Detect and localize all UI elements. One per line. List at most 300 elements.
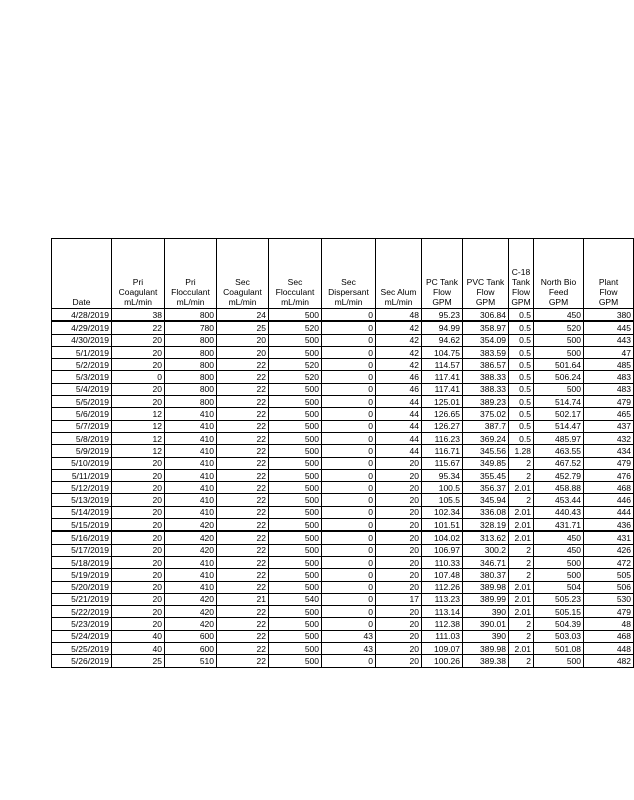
value-cell: 500 (269, 655, 322, 667)
value-cell: 22 (112, 321, 165, 334)
date-cell: 5/17/2019 (52, 544, 112, 556)
value-cell: 2 (509, 556, 534, 568)
table-row (52, 506, 634, 518)
value-cell: 0.5 (509, 383, 534, 395)
value-cell: 22 (217, 494, 269, 506)
value-cell: 0.5 (509, 432, 534, 444)
value-cell: 540 (269, 593, 322, 605)
value-cell: 500 (534, 655, 584, 667)
value-cell: 20 (376, 544, 422, 556)
column-header-line: Flocculant (275, 287, 315, 297)
value-cell: 306.84 (463, 309, 509, 322)
value-cell: 22 (217, 606, 269, 618)
value-cell: 388.33 (463, 371, 509, 383)
value-cell: 500 (269, 469, 322, 481)
value-cell: 390.01 (463, 618, 509, 630)
column-header-line: Flocculant (171, 287, 210, 297)
column-header-line: GPM (511, 297, 531, 307)
value-cell: 20 (376, 506, 422, 518)
table-body (52, 309, 634, 668)
value-cell: 0 (322, 618, 376, 630)
table-row (52, 593, 634, 605)
value-cell: 0 (322, 482, 376, 494)
column-header-line: GPM (548, 297, 569, 307)
value-cell: 116.23 (422, 432, 463, 444)
value-cell: 20 (376, 531, 422, 544)
value-cell: 44 (376, 396, 422, 408)
value-cell: 410 (165, 581, 217, 593)
value-cell: 0 (322, 494, 376, 506)
column-header (584, 239, 634, 309)
value-cell: 800 (165, 359, 217, 371)
table-row (52, 383, 634, 395)
date-cell: 5/8/2019 (52, 432, 112, 444)
value-cell: 440.43 (534, 506, 584, 518)
value-cell: 800 (165, 396, 217, 408)
value-cell: 42 (376, 334, 422, 346)
value-cell: 42 (376, 359, 422, 371)
value-cell: 44 (376, 445, 422, 457)
value-cell: 500 (269, 346, 322, 358)
value-cell: 100.26 (422, 655, 463, 667)
value-cell: 0 (322, 432, 376, 444)
value-cell: 483 (584, 383, 634, 395)
value-cell: 500 (269, 494, 322, 506)
date-cell: 5/5/2019 (52, 396, 112, 408)
value-cell: 410 (165, 432, 217, 444)
date-cell: 5/9/2019 (52, 445, 112, 457)
value-cell: 514.74 (534, 396, 584, 408)
value-cell: 20 (376, 569, 422, 581)
value-cell: 20 (112, 383, 165, 395)
value-cell: 20 (112, 457, 165, 469)
value-cell: 358.97 (463, 321, 509, 334)
value-cell: 2 (509, 494, 534, 506)
value-cell: 0 (322, 544, 376, 556)
value-cell: 436 (584, 519, 634, 532)
column-header-line: mL/min (384, 297, 413, 307)
value-cell: 426 (584, 544, 634, 556)
table-row (52, 346, 634, 358)
value-cell: 780 (165, 321, 217, 334)
date-cell: 5/1/2019 (52, 346, 112, 358)
value-cell: 48 (584, 618, 634, 630)
value-cell: 375.02 (463, 408, 509, 420)
value-cell: 20 (376, 655, 422, 667)
value-cell: 12 (112, 420, 165, 432)
value-cell: 0 (112, 371, 165, 383)
value-cell: 420 (165, 593, 217, 605)
value-cell: 20 (112, 519, 165, 532)
value-cell: 20 (376, 519, 422, 532)
date-cell: 5/7/2019 (52, 420, 112, 432)
value-cell: 520 (269, 321, 322, 334)
value-cell: 20 (112, 396, 165, 408)
value-cell: 468 (584, 482, 634, 494)
column-header-line: mL/min (334, 297, 363, 307)
value-cell: 432 (584, 432, 634, 444)
value-cell: 336.08 (463, 506, 509, 518)
date-cell: 5/15/2019 (52, 519, 112, 532)
value-cell: 20 (112, 606, 165, 618)
value-cell: 0 (322, 593, 376, 605)
value-cell: 410 (165, 569, 217, 581)
value-cell: 410 (165, 457, 217, 469)
value-cell: 500 (269, 334, 322, 346)
date-cell: 5/16/2019 (52, 531, 112, 544)
date-cell: 5/11/2019 (52, 469, 112, 481)
date-cell: 4/29/2019 (52, 321, 112, 334)
table-row (52, 445, 634, 457)
column-header-line: Flow (476, 287, 495, 297)
value-cell: 500 (269, 506, 322, 518)
value-cell: 22 (217, 569, 269, 581)
value-cell: 369.24 (463, 432, 509, 444)
column-header-line: Sec Alum (380, 287, 417, 297)
column-header (165, 239, 217, 309)
value-cell: 0.5 (509, 359, 534, 371)
date-cell: 4/30/2019 (52, 334, 112, 346)
value-cell: 2.01 (509, 506, 534, 518)
value-cell: 800 (165, 371, 217, 383)
value-cell: 2.01 (509, 581, 534, 593)
value-cell: 420 (165, 618, 217, 630)
table-row (52, 643, 634, 655)
value-cell: 22 (217, 359, 269, 371)
date-cell: 5/23/2019 (52, 618, 112, 630)
value-cell: 102.34 (422, 506, 463, 518)
value-cell: 1.28 (509, 445, 534, 457)
value-cell: 22 (217, 519, 269, 532)
value-cell: 106.97 (422, 544, 463, 556)
table-row (52, 420, 634, 432)
value-cell: 500 (269, 408, 322, 420)
value-cell: 387.7 (463, 420, 509, 432)
value-cell: 104.75 (422, 346, 463, 358)
value-cell: 444 (584, 506, 634, 518)
value-cell: 313.62 (463, 531, 509, 544)
column-header (322, 239, 376, 309)
table-row (52, 494, 634, 506)
value-cell: 22 (217, 469, 269, 481)
table-row (52, 618, 634, 630)
table-row (52, 457, 634, 469)
value-cell: 20 (376, 482, 422, 494)
value-cell: 117.41 (422, 371, 463, 383)
value-cell: 12 (112, 432, 165, 444)
value-cell: 800 (165, 346, 217, 358)
value-cell: 0 (322, 408, 376, 420)
value-cell: 420 (165, 606, 217, 618)
value-cell: 505.23 (534, 593, 584, 605)
value-cell: 500 (534, 334, 584, 346)
table-row (52, 531, 634, 544)
value-cell: 0 (322, 346, 376, 358)
column-header-line: Sec (341, 277, 356, 287)
value-cell: 0.5 (509, 334, 534, 346)
value-cell: 500 (269, 383, 322, 395)
value-cell: 420 (165, 531, 217, 544)
value-cell: 482 (584, 655, 634, 667)
value-cell: 22 (217, 544, 269, 556)
table-row (52, 519, 634, 532)
column-header-line: PC Tank (426, 277, 458, 287)
value-cell: 500 (269, 556, 322, 568)
value-cell: 500 (269, 531, 322, 544)
value-cell: 2.01 (509, 519, 534, 532)
value-cell: 20 (376, 556, 422, 568)
value-cell: 40 (112, 643, 165, 655)
value-cell: 42 (376, 346, 422, 358)
date-cell: 5/13/2019 (52, 494, 112, 506)
value-cell: 95.34 (422, 469, 463, 481)
value-cell: 500 (534, 569, 584, 581)
value-cell: 22 (217, 371, 269, 383)
value-cell: 20 (376, 643, 422, 655)
value-cell: 501.08 (534, 643, 584, 655)
table-row (52, 482, 634, 494)
value-cell: 2.01 (509, 482, 534, 494)
column-header (463, 239, 509, 309)
value-cell: 114.57 (422, 359, 463, 371)
value-cell: 500 (269, 544, 322, 556)
value-cell: 46 (376, 371, 422, 383)
value-cell: 800 (165, 309, 217, 322)
value-cell: 22 (217, 655, 269, 667)
value-cell: 0 (322, 655, 376, 667)
value-cell: 328.19 (463, 519, 509, 532)
value-cell: 20 (112, 569, 165, 581)
value-cell: 355.45 (463, 469, 509, 481)
column-header-line: Flow (433, 287, 451, 297)
value-cell: 389.98 (463, 581, 509, 593)
value-cell: 116.71 (422, 445, 463, 457)
value-cell: 22 (217, 408, 269, 420)
value-cell: 22 (217, 432, 269, 444)
date-cell: 5/20/2019 (52, 581, 112, 593)
value-cell: 47 (584, 346, 634, 358)
column-header-line: Coagulant (118, 287, 158, 297)
value-cell: 20 (376, 457, 422, 469)
value-cell: 514.47 (534, 420, 584, 432)
value-cell: 354.09 (463, 334, 509, 346)
value-cell: 600 (165, 643, 217, 655)
value-cell: 420 (165, 544, 217, 556)
value-cell: 479 (584, 396, 634, 408)
table-row (52, 581, 634, 593)
value-cell: 2 (509, 655, 534, 667)
value-cell: 20 (112, 359, 165, 371)
value-cell: 443 (584, 334, 634, 346)
date-cell: 5/14/2019 (52, 506, 112, 518)
value-cell: 437 (584, 420, 634, 432)
value-cell: 390 (463, 606, 509, 618)
value-cell: 20 (112, 469, 165, 481)
value-cell: 25 (112, 655, 165, 667)
table-row (52, 544, 634, 556)
value-cell: 410 (165, 445, 217, 457)
value-cell: 20 (112, 346, 165, 358)
value-cell: 500 (269, 643, 322, 655)
date-cell: 5/22/2019 (52, 606, 112, 618)
value-cell: 95.23 (422, 309, 463, 322)
value-cell: 420 (165, 519, 217, 532)
value-cell: 500 (269, 420, 322, 432)
table-row (52, 396, 634, 408)
value-cell: 43 (322, 643, 376, 655)
column-header-line: GPM (432, 297, 452, 307)
value-cell: 22 (217, 383, 269, 395)
value-cell: 22 (217, 506, 269, 518)
value-cell: 22 (217, 482, 269, 494)
table-row (52, 655, 634, 667)
value-cell: 468 (584, 630, 634, 642)
header-row (52, 239, 634, 309)
value-cell: 485.97 (534, 432, 584, 444)
column-header-line: Pri (185, 277, 196, 287)
table-row (52, 630, 634, 642)
value-cell: 40 (112, 630, 165, 642)
value-cell: 502.17 (534, 408, 584, 420)
value-cell: 500 (269, 482, 322, 494)
value-cell: 42 (376, 321, 422, 334)
value-cell: 476 (584, 469, 634, 481)
value-cell: 101.51 (422, 519, 463, 532)
value-cell: 389.38 (463, 655, 509, 667)
value-cell: 458.88 (534, 482, 584, 494)
value-cell: 0 (322, 371, 376, 383)
value-cell: 530 (584, 593, 634, 605)
value-cell: 2 (509, 569, 534, 581)
value-cell: 500 (269, 606, 322, 618)
value-cell: 390 (463, 630, 509, 642)
value-cell: 0 (322, 569, 376, 581)
column-header-line: Flow (512, 287, 530, 297)
value-cell: 520 (269, 359, 322, 371)
value-cell: 0 (322, 309, 376, 322)
value-cell: 20 (112, 494, 165, 506)
value-cell: 345.94 (463, 494, 509, 506)
value-cell: 2.01 (509, 643, 534, 655)
value-cell: 94.62 (422, 334, 463, 346)
value-cell: 0.5 (509, 420, 534, 432)
date-cell: 5/6/2019 (52, 408, 112, 420)
date-cell: 5/21/2019 (52, 593, 112, 605)
value-cell: 434 (584, 445, 634, 457)
value-cell: 20 (112, 531, 165, 544)
value-cell: 43 (322, 630, 376, 642)
value-cell: 500 (269, 457, 322, 469)
value-cell: 500 (269, 519, 322, 532)
column-header-line: Sec (287, 277, 303, 287)
value-cell: 465 (584, 408, 634, 420)
value-cell: 453.44 (534, 494, 584, 506)
value-cell: 500 (269, 309, 322, 322)
data-table (51, 238, 634, 668)
column-header-line: Dispersant (328, 287, 369, 297)
table-row (52, 371, 634, 383)
value-cell: 500 (269, 618, 322, 630)
date-cell: 5/19/2019 (52, 569, 112, 581)
value-cell: 431 (584, 531, 634, 544)
value-cell: 21 (217, 593, 269, 605)
value-cell: 0.5 (509, 408, 534, 420)
date-cell: 5/25/2019 (52, 643, 112, 655)
value-cell: 506 (584, 581, 634, 593)
column-header-line: mL/min (124, 297, 152, 307)
value-cell: 104.02 (422, 531, 463, 544)
value-cell: 506.24 (534, 371, 584, 383)
date-cell: 4/28/2019 (52, 309, 112, 322)
value-cell: 125.01 (422, 396, 463, 408)
value-cell: 389.99 (463, 593, 509, 605)
value-cell: 349.85 (463, 457, 509, 469)
value-cell: 431.71 (534, 519, 584, 532)
value-cell: 2 (509, 630, 534, 642)
value-cell: 446 (584, 494, 634, 506)
table-row (52, 469, 634, 481)
value-cell: 20 (376, 494, 422, 506)
value-cell: 500 (269, 396, 322, 408)
value-cell: 20 (112, 482, 165, 494)
date-cell: 5/24/2019 (52, 630, 112, 642)
value-cell: 20 (376, 606, 422, 618)
date-cell: 5/18/2019 (52, 556, 112, 568)
value-cell: 485 (584, 359, 634, 371)
value-cell: 472 (584, 556, 634, 568)
column-header-line: Coagulant (223, 287, 262, 297)
value-cell: 410 (165, 494, 217, 506)
value-cell: 22 (217, 643, 269, 655)
value-cell: 389.23 (463, 396, 509, 408)
value-cell: 500 (269, 569, 322, 581)
value-cell: 500 (534, 346, 584, 358)
value-cell: 46 (376, 383, 422, 395)
value-cell: 105.5 (422, 494, 463, 506)
value-cell: 20 (112, 556, 165, 568)
column-header (112, 239, 165, 309)
value-cell: 20 (376, 581, 422, 593)
value-cell: 0.5 (509, 346, 534, 358)
column-header-line: mL/min (281, 297, 309, 307)
value-cell: 20 (112, 544, 165, 556)
value-cell: 22 (217, 556, 269, 568)
value-cell: 2 (509, 469, 534, 481)
value-cell: 600 (165, 630, 217, 642)
value-cell: 22 (217, 630, 269, 642)
value-cell: 0 (322, 606, 376, 618)
value-cell: 383.59 (463, 346, 509, 358)
value-cell: 467.52 (534, 457, 584, 469)
value-cell: 22 (217, 420, 269, 432)
value-cell: 107.48 (422, 569, 463, 581)
value-cell: 500 (269, 630, 322, 642)
column-header (269, 239, 322, 309)
value-cell: 44 (376, 420, 422, 432)
value-cell: 12 (112, 408, 165, 420)
value-cell: 110.33 (422, 556, 463, 568)
value-cell: 0 (322, 334, 376, 346)
value-cell: 25 (217, 321, 269, 334)
value-cell: 800 (165, 383, 217, 395)
value-cell: 300.2 (463, 544, 509, 556)
value-cell: 479 (584, 457, 634, 469)
value-cell: 504.39 (534, 618, 584, 630)
value-cell: 380.37 (463, 569, 509, 581)
value-cell: 0 (322, 457, 376, 469)
value-cell: 117.41 (422, 383, 463, 395)
value-cell: 0 (322, 420, 376, 432)
